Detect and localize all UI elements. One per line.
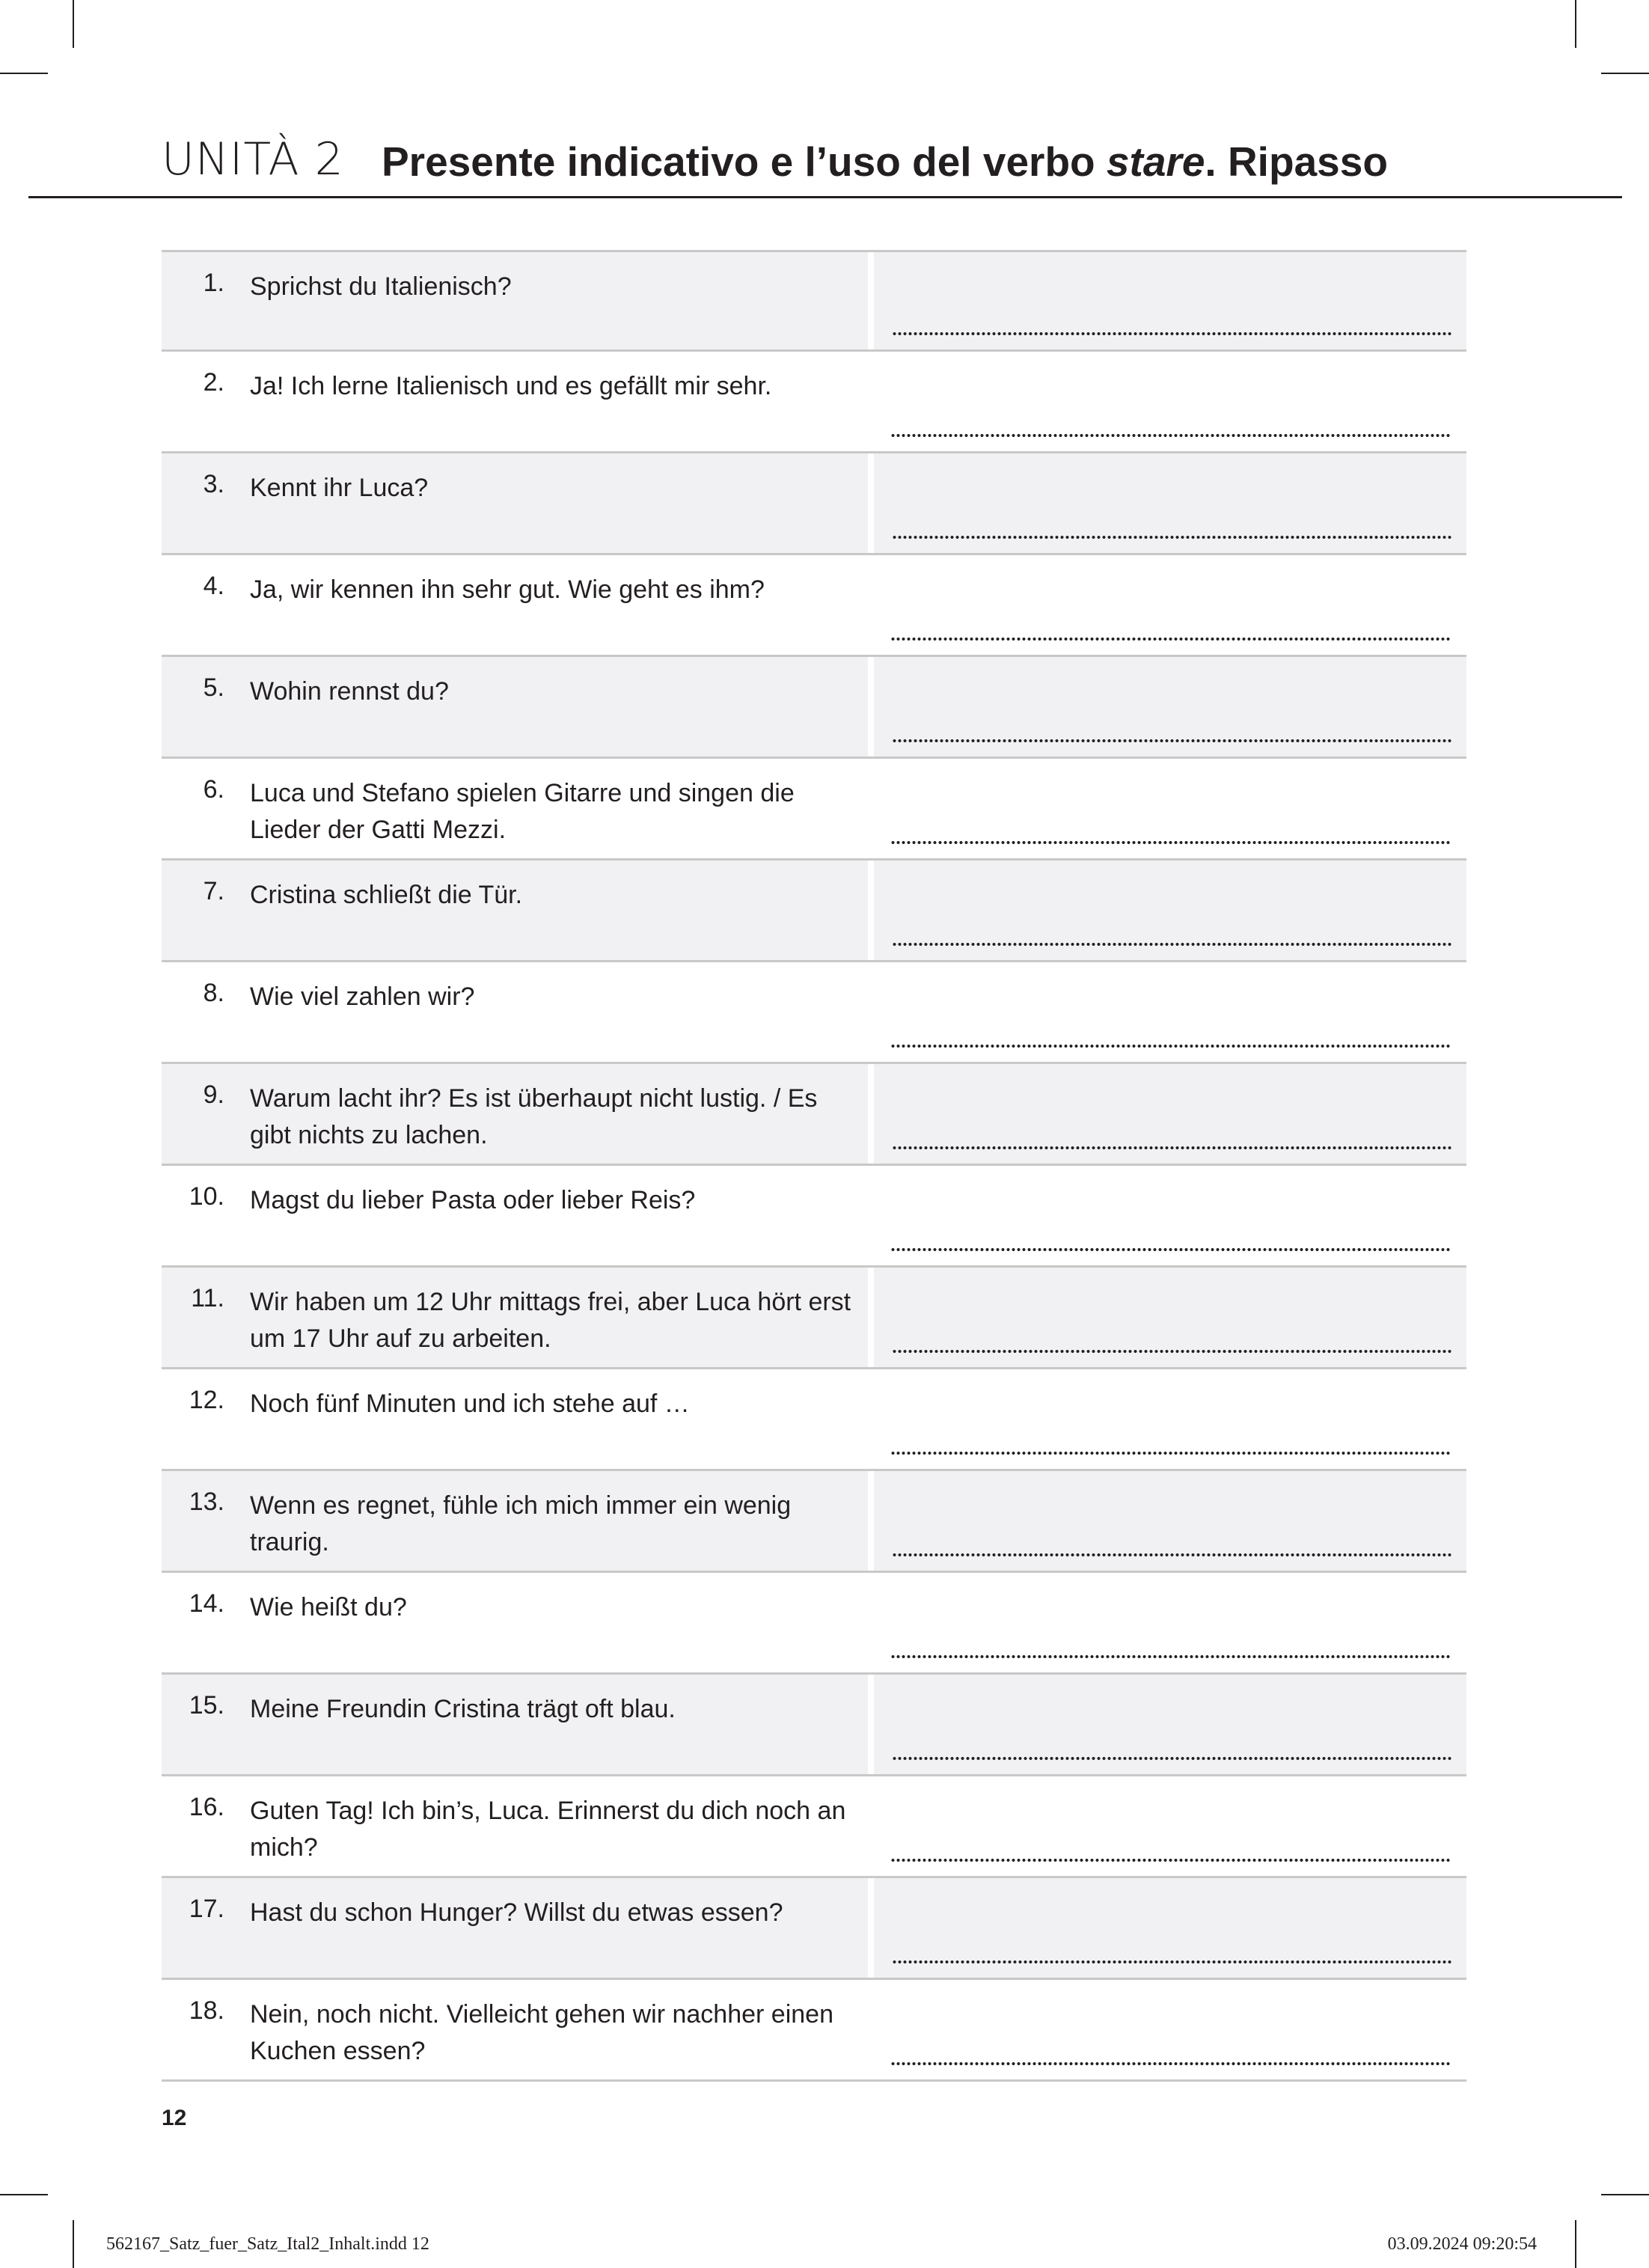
answer-cell[interactable] [874, 252, 1466, 349]
question-cell [162, 1776, 872, 1876]
table-row [162, 1064, 1466, 1166]
answer-cell[interactable] [872, 759, 1466, 858]
row-number: 8. [203, 979, 224, 1007]
answer-dotted-line [890, 840, 1451, 845]
row-number: 12. [189, 1386, 224, 1414]
row-number: 18. [189, 1996, 224, 2025]
page-header [162, 133, 1583, 193]
sentence-text: Warum lacht ihr? Es ist überhaupt nicht lustig. / Es gibt nichts zu lachen. [250, 1084, 818, 1149]
sentence-text: Magst du lieber Pasta oder lieber Reis? [250, 1186, 696, 1214]
answer-cell[interactable] [872, 1980, 1466, 2079]
answer-cell[interactable] [874, 1878, 1466, 1978]
row-number: 3. [203, 470, 224, 498]
table-row [162, 1675, 1466, 1776]
answer-dotted-line [890, 1654, 1451, 1659]
question-cell [162, 1369, 872, 1469]
row-number: 17. [189, 1895, 224, 1923]
answer-dotted-line [892, 942, 1451, 947]
question-cell [162, 1268, 868, 1367]
table-row [162, 759, 1466, 861]
page-number: 12 [162, 2106, 187, 2130]
row-number: 9. [203, 1080, 224, 1109]
exercise-table [162, 250, 1466, 2082]
answer-cell[interactable] [874, 657, 1466, 756]
answer-dotted-line [892, 1553, 1451, 1557]
page-title [382, 138, 1388, 186]
question-cell [162, 352, 872, 451]
answer-dotted-line [890, 1044, 1451, 1048]
table-row [162, 1776, 1466, 1878]
table-row [162, 1369, 1466, 1471]
row-number: 10. [189, 1182, 224, 1211]
answer-dotted-line [892, 739, 1451, 743]
sentence-text: Wie viel zahlen wir? [250, 982, 475, 1011]
answer-cell[interactable] [874, 1268, 1466, 1367]
question-cell [162, 759, 872, 858]
crop-mark [73, 0, 74, 48]
row-number: 13. [189, 1488, 224, 1516]
answer-dotted-line [890, 2061, 1451, 2066]
sentence-text: Ja, wir kennen ihn sehr gut. Wie geht es ihm? [250, 575, 765, 604]
question-cell [162, 962, 872, 1062]
question-cell [162, 1675, 868, 1774]
sentence-text: Sprichst du Italienisch? [250, 272, 512, 301]
table-row [162, 555, 1466, 657]
table-row [162, 1980, 1466, 2082]
sentence-text: Ja! Ich lerne Italienisch und es gefällt mir sehr. [250, 372, 772, 400]
answer-cell[interactable] [874, 1675, 1466, 1774]
row-number: 5. [203, 673, 224, 702]
sentence-text: Wenn es regnet, fühle ich mich immer ein wenig traurig. [250, 1491, 792, 1556]
crop-mark [1601, 2194, 1649, 2195]
header-rule [28, 196, 1622, 198]
sentence-text: Wohin rennst du? [250, 677, 449, 706]
answer-cell[interactable] [872, 1573, 1466, 1672]
answer-dotted-line [890, 1858, 1451, 1862]
answer-dotted-line [890, 433, 1451, 438]
sentence-text: Kennt ihr Luca? [250, 474, 429, 502]
crop-mark [0, 73, 48, 74]
question-cell [162, 1471, 868, 1571]
sentence-text: Luca und Stefano spielen Gitarre und singen die Lieder der Gatti Mezzi. [250, 779, 795, 844]
question-cell [162, 453, 868, 553]
answer-cell[interactable] [872, 352, 1466, 451]
row-number: 11. [191, 1284, 224, 1312]
row-number: 1. [203, 269, 224, 297]
table-row [162, 453, 1466, 555]
sentence-text: Wir haben um 12 Uhr mittags frei, aber Luca hört erst um 17 Uhr auf zu arbeiten. [250, 1288, 851, 1353]
answer-dotted-line [890, 1451, 1451, 1455]
answer-cell[interactable] [872, 1166, 1466, 1265]
row-number: 6. [203, 775, 224, 804]
question-cell [162, 657, 868, 756]
answer-dotted-line [892, 1146, 1451, 1150]
table-row [162, 352, 1466, 453]
row-number: 14. [189, 1589, 224, 1618]
sentence-text: Cristina schließt die Tür. [250, 881, 523, 909]
table-row [162, 1166, 1466, 1268]
answer-dotted-line [890, 637, 1451, 641]
crop-mark [1575, 0, 1576, 48]
crop-mark [1601, 73, 1649, 74]
row-number: 15. [189, 1691, 224, 1720]
question-cell [162, 252, 868, 349]
answer-cell[interactable] [874, 453, 1466, 553]
answer-dotted-line [892, 1960, 1451, 1964]
table-row [162, 1471, 1466, 1573]
sentence-text: Guten Tag! Ich bin’s, Luca. Erinnerst du dich noch an mich? [250, 1797, 846, 1862]
question-cell [162, 1064, 868, 1164]
sentence-text: Wie heißt du? [250, 1593, 407, 1621]
question-cell [162, 1980, 872, 2079]
answer-dotted-line [892, 1349, 1451, 1354]
answer-cell[interactable] [872, 1776, 1466, 1876]
sentence-text: Hast du schon Hunger? Willst du etwas essen? [250, 1898, 783, 1927]
row-number: 7. [203, 877, 224, 905]
title-italic-text: stare [1106, 138, 1205, 185]
answer-cell[interactable] [874, 1064, 1466, 1164]
answer-cell[interactable] [872, 555, 1466, 655]
answer-cell[interactable] [872, 1369, 1466, 1469]
row-number: 2. [203, 368, 224, 397]
table-row [162, 1878, 1466, 1980]
table-row [162, 962, 1466, 1064]
sentence-text: Meine Freundin Cristina trägt oft blau. [250, 1695, 676, 1723]
title-text-end: . Ripasso [1205, 138, 1388, 185]
table-row [162, 861, 1466, 962]
answer-dotted-line [892, 1756, 1451, 1761]
crop-mark [0, 2194, 48, 2195]
row-number: 4. [203, 572, 224, 600]
question-cell [162, 861, 868, 960]
answer-cell[interactable] [874, 1471, 1466, 1571]
question-cell [162, 555, 872, 655]
question-cell [162, 1878, 868, 1978]
table-row [162, 1268, 1466, 1369]
question-cell [162, 1166, 872, 1265]
table-row [162, 657, 1466, 759]
row-number: 16. [189, 1793, 224, 1821]
crop-mark [1575, 2220, 1576, 2268]
table-row [162, 250, 1466, 352]
answer-cell[interactable] [872, 962, 1466, 1062]
table-row [162, 1573, 1466, 1675]
answer-dotted-line [892, 331, 1451, 336]
sentence-text: Noch fünf Minuten und ich stehe auf … [250, 1390, 690, 1418]
crop-mark [73, 2220, 74, 2268]
question-cell [162, 1573, 872, 1672]
answer-cell[interactable] [874, 861, 1466, 960]
sentence-text: Nein, noch nicht. Vielleicht gehen wir nachher einen Kuchen essen? [250, 2000, 833, 2065]
print-slug-file: 562167_Satz_fuer_Satz_Ital2_Inhalt.indd 12 [106, 2234, 429, 2254]
print-slug-date: 03.09.2024 09:20:54 [1387, 2234, 1537, 2254]
answer-dotted-line [890, 1247, 1451, 1252]
answer-dotted-line [892, 535, 1451, 540]
unit-label: UNITÀ 2 [162, 133, 344, 186]
title-text: Presente indicativo e l’uso del verbo [382, 138, 1107, 185]
